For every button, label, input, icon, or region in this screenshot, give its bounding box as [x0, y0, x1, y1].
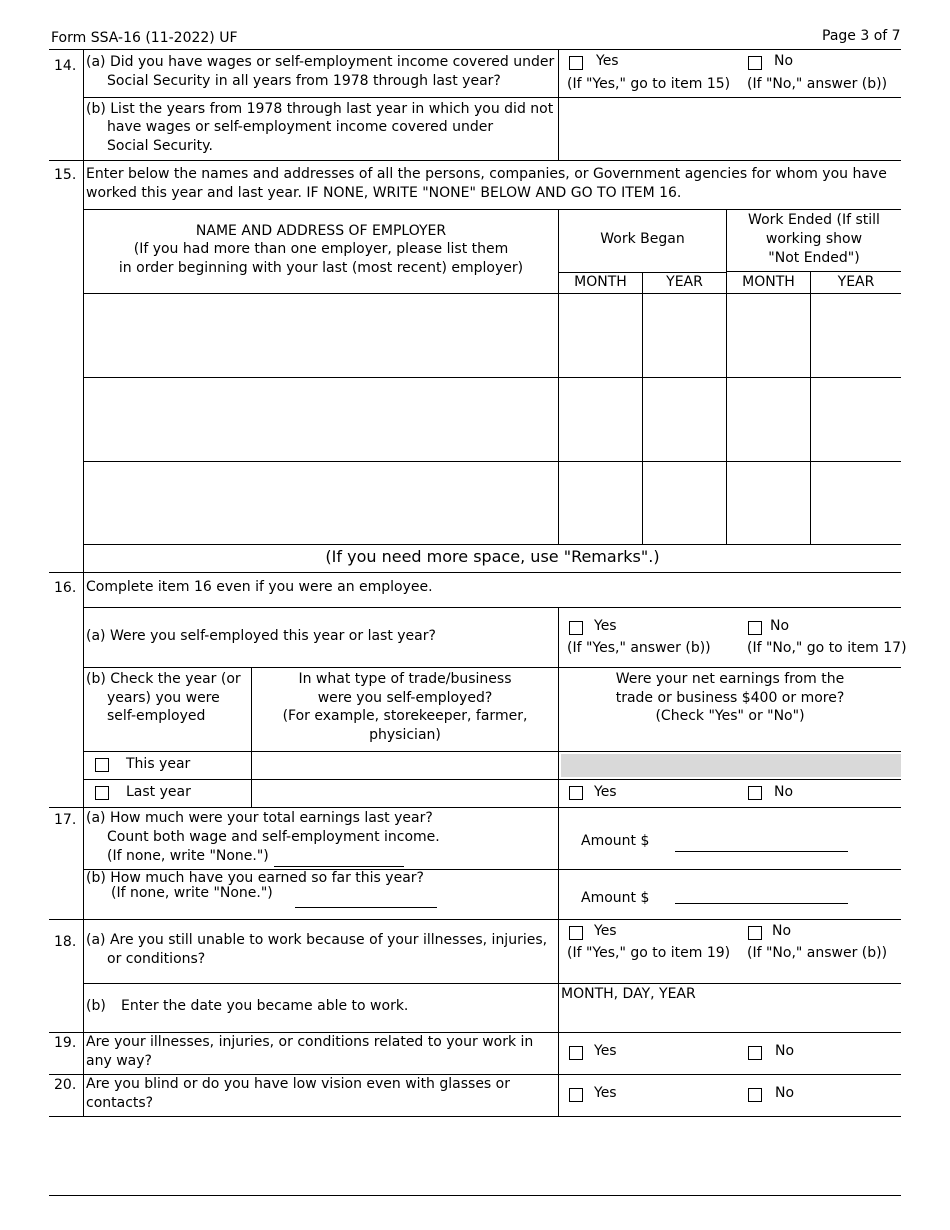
rule-14 [49, 160, 901, 161]
q15-employer-header-3: in order beginning with your last (most recent) employer) [118, 260, 524, 276]
q15-began-month-header: MONTH [574, 274, 627, 290]
q16a-yes-hint: (If "Yes," answer (b)) [567, 640, 711, 656]
q20-no-checkbox[interactable] [748, 1088, 762, 1102]
q19-yes-checkbox[interactable] [569, 1046, 583, 1060]
q15-row3-began-month[interactable] [560, 463, 641, 543]
q15-employer-1-field[interactable] [85, 295, 557, 376]
q16-this-year-label: This year [126, 756, 191, 772]
q15-employer-3-field[interactable] [85, 463, 557, 543]
q15-work-began-header: Work Began [600, 231, 685, 247]
rule-17 [49, 919, 901, 920]
q18b-date-label: MONTH, DAY, YEAR [561, 986, 696, 1002]
rule-16-intro [83, 607, 901, 608]
q15-work-ended-header-3: "Not Ended") [768, 250, 860, 266]
q16-net-header-3: (Check "Yes" or "No") [655, 708, 805, 724]
q16a-yes-checkbox[interactable] [569, 621, 583, 635]
rule-16 [49, 807, 901, 808]
q15-row1-began-month[interactable] [560, 295, 641, 376]
q14a-no-hint: (If "No," answer (b)) [747, 76, 888, 92]
q15-row3-began-year[interactable] [644, 463, 725, 543]
q14b-text-3: Social Security. [107, 138, 213, 154]
q16-trade-header-2: were you self-employed? [317, 690, 493, 706]
q15-row1-ended-year[interactable] [812, 295, 900, 376]
q16-number: 16. [54, 580, 77, 596]
q16-net-no-checkbox[interactable] [748, 786, 762, 800]
q15-more-space-note: (If you need more space, use "Remarks".) [325, 547, 660, 566]
q16-last-year-label: Last year [126, 784, 191, 800]
q20-text-2: contacts? [86, 1095, 154, 1111]
q16a-yes-label: Yes [594, 618, 617, 634]
q16-last-year-trade-field[interactable] [253, 781, 557, 806]
q16b-text-1: (b) Check the year (or [86, 671, 241, 687]
q18a-yes-checkbox[interactable] [569, 926, 583, 940]
q15-work-ended-header-1: Work Ended (If still [748, 212, 880, 228]
q14a-no-label: No [774, 53, 794, 69]
q17a-left-blank[interactable] [274, 866, 404, 867]
q15-ended-month-header: MONTH [742, 274, 795, 290]
q17a-text-1: (a) How much were your total earnings last year? [86, 810, 433, 826]
q20-text-1: Are you blind or do you have low vision even with glasses or [86, 1076, 510, 1092]
rule-14a [83, 97, 901, 98]
q18-number: 18. [54, 934, 77, 950]
rule-15-row1 [83, 377, 901, 378]
q16a-no-hint: (If "No," go to item 17) [747, 640, 907, 656]
q15-intro-2: worked this year and last year. IF NONE, WRITE "NONE" BELOW AND GO TO ITEM 16. [86, 185, 682, 201]
q15-ended-year-header: YEAR [837, 274, 875, 290]
q15-row3-ended-month[interactable] [728, 463, 809, 543]
q20-yes-label: Yes [594, 1085, 617, 1101]
rule-15-row3 [83, 544, 901, 545]
q20-no-label: No [775, 1085, 795, 1101]
q14-split [558, 49, 559, 161]
q14a-no-checkbox[interactable] [748, 56, 762, 70]
q16-net-header-1: Were your net earnings from the [615, 671, 845, 687]
q16-last-year-checkbox[interactable] [95, 786, 109, 800]
q16-trade-header-1: In what type of trade/business [298, 671, 512, 687]
q17b-text-1: (b) How much have you earned so far this year? [86, 870, 424, 886]
q17b-left-blank[interactable] [295, 907, 437, 908]
q19-number: 19. [54, 1035, 77, 1051]
q14-number: 14. [54, 58, 77, 74]
q15-col-began-year [642, 272, 643, 544]
rule-top [49, 49, 901, 50]
q15-row2-began-year[interactable] [644, 379, 725, 460]
q18a-yes-label: Yes [594, 923, 617, 939]
q17a-amount-field[interactable] [675, 851, 848, 852]
q15-employer-2-field[interactable] [85, 379, 557, 460]
q16-this-year-shaded-cell [561, 754, 901, 777]
q18b-label: (b) [86, 998, 106, 1014]
q14a-yes-hint: (If "Yes," go to item 15) [567, 76, 731, 92]
rule-15-ended-sub [726, 271, 901, 272]
q19-yes-label: Yes [594, 1043, 617, 1059]
q17b-amount-label: Amount $ [581, 890, 650, 906]
q17b-amount-field[interactable] [675, 903, 848, 904]
q19-no-label: No [775, 1043, 795, 1059]
q14a-yes-label: Yes [596, 53, 619, 69]
q14a-yes-checkbox[interactable] [569, 56, 583, 70]
q14a-text-2: Social Security in all years from 1978 through last year? [107, 73, 501, 89]
q18a-text-2: or conditions? [107, 951, 206, 967]
q16a-text: (a) Were you self-employed this year or last year? [86, 628, 436, 644]
form-id: Form SSA-16 (11-2022) UF [51, 30, 238, 46]
q15-employer-header-1: NAME AND ADDRESS OF EMPLOYER [195, 223, 447, 239]
rule-20 [49, 1116, 901, 1117]
q16a-no-checkbox[interactable] [748, 621, 762, 635]
q15-intro-1: Enter below the names and addresses of all the persons, companies, or Government agencies for whom you have [86, 166, 887, 182]
q18b-text: Enter the date you became able to work. [121, 998, 409, 1014]
q19-text-1: Are your illnesses, injuries, or conditions related to your work in [86, 1034, 534, 1050]
q19-no-checkbox[interactable] [748, 1046, 762, 1060]
rule-15-row2 [83, 461, 901, 462]
q15-row2-ended-year[interactable] [812, 379, 900, 460]
q17b-text-2: (If none, write "None.") [111, 885, 273, 901]
rule-16-head [83, 751, 901, 752]
q16-this-year-trade-field[interactable] [253, 753, 557, 778]
q15-col-ended-year [810, 271, 811, 544]
q18a-text-1: (a) Are you still unable to work because of your illnesses, injuries, [86, 932, 548, 948]
q16-net-no-label: No [774, 784, 794, 800]
rule-15 [49, 572, 901, 573]
q16-net-yes-label: Yes [594, 784, 617, 800]
q16-intro: Complete item 16 even if you were an employee. [86, 579, 433, 595]
q17a-text-2: Count both wage and self-employment income. [107, 829, 440, 845]
q19-text-2: any way? [86, 1053, 152, 1069]
q16-this-year-checkbox[interactable] [95, 758, 109, 772]
q15-row2-ended-month[interactable] [728, 379, 809, 460]
rule-16-this [83, 779, 901, 780]
q16-trade-header-4: physician) [369, 727, 441, 743]
q15-employer-header-2: (If you had more than one employer, please list them [133, 241, 509, 257]
q15-row2-began-month[interactable] [560, 379, 641, 460]
q15-row1-began-year[interactable] [644, 295, 725, 376]
q17a-text-3: (If none, write "None.") [107, 848, 269, 864]
q16-net-yes-checkbox[interactable] [569, 786, 583, 800]
q15-row3-ended-year[interactable] [812, 463, 900, 543]
rule-16a [83, 667, 901, 668]
q18a-yes-hint: (If "Yes," go to item 19) [567, 945, 731, 961]
q14b-text-1: (b) List the years from 1978 through last year in which you did not [86, 101, 554, 117]
q20-yes-checkbox[interactable] [569, 1088, 583, 1102]
q16a-no-label: No [770, 618, 790, 634]
q15-began-year-header: YEAR [666, 274, 703, 290]
q14b-text-2: have wages or self-employment income covered under [107, 119, 494, 135]
q18b-date-field[interactable] [560, 1005, 900, 1031]
q14b-years-field[interactable] [560, 99, 900, 159]
q15-number: 15. [54, 167, 77, 183]
q17-number: 17. [54, 812, 77, 828]
q15-row1-ended-month[interactable] [728, 295, 809, 376]
q16-net-header-2: trade or business $400 or more? [615, 690, 845, 706]
q17-20-col-split [558, 807, 559, 1116]
q18a-no-checkbox[interactable] [748, 926, 762, 940]
q16-trade-header-3: (For example, storekeeper, farmer, [282, 708, 528, 724]
q18a-no-label: No [772, 923, 792, 939]
q15-work-ended-header-2: working show [765, 231, 863, 247]
q17a-amount-label: Amount $ [581, 833, 650, 849]
q18a-no-hint: (If "No," answer (b)) [747, 945, 888, 961]
q16b-text-3: self-employed [107, 708, 206, 724]
q16b-text-2: years) you were [107, 690, 220, 706]
page-number: Page 3 of 7 [822, 28, 901, 44]
rule-15-head [83, 293, 901, 294]
rule-18a [83, 983, 901, 984]
rule-footer [49, 1195, 901, 1196]
q15-col-split [558, 209, 559, 544]
q14a-text-1: (a) Did you have wages or self-employment income covered under [86, 54, 555, 70]
rule-15-intro [83, 209, 901, 210]
q20-number: 20. [54, 1077, 77, 1093]
